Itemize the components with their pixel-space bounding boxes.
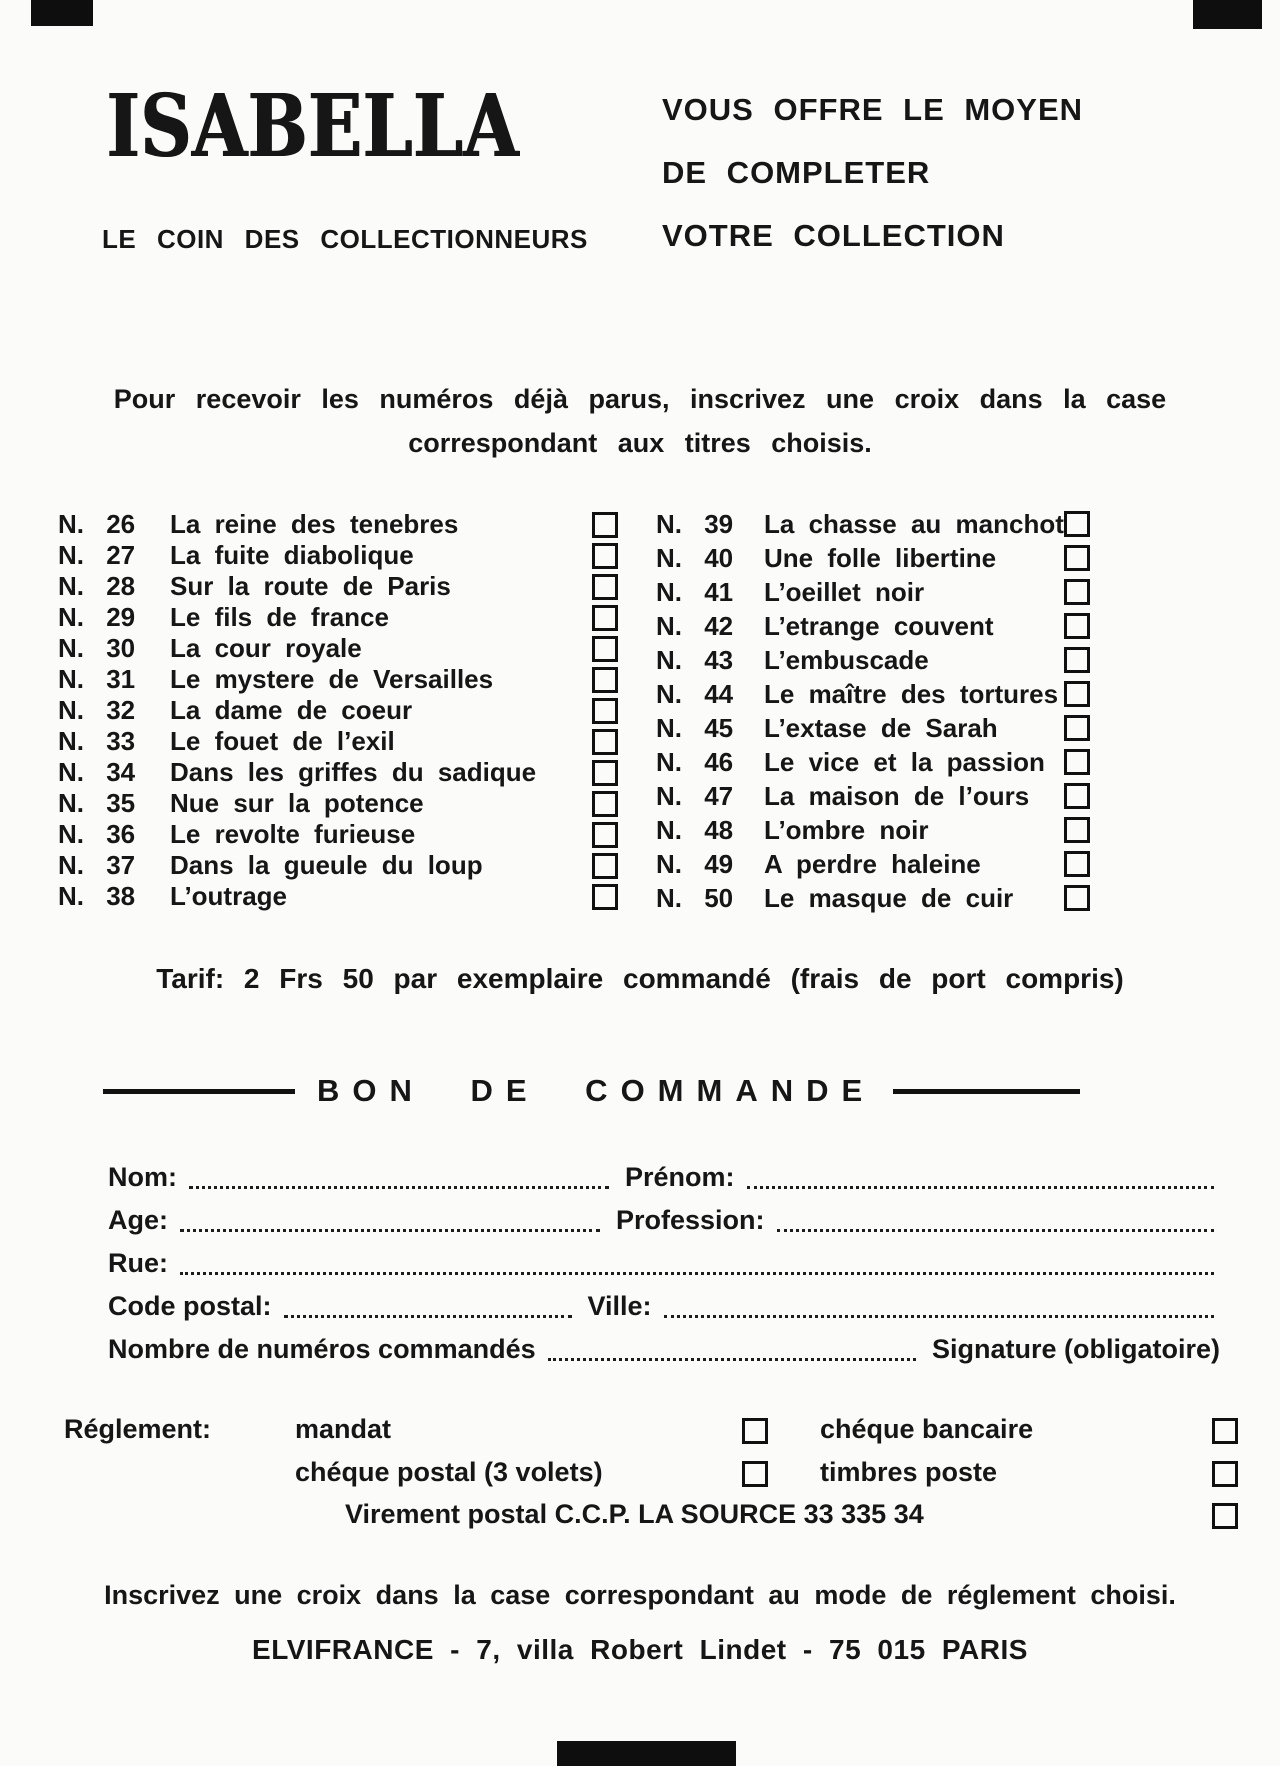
issue-number: N. 37 [58,850,136,880]
catalog-row [58,757,618,788]
collectors-corner-heading: LE COIN DES COLLECTIONNEURS [102,224,588,254]
issue-number: N. 32 [58,695,136,725]
price-line: Tarif: 2 Frs 50 par exemplaire commandé (frais de port compris) [156,963,1124,994]
issue-number: N. 33 [58,726,136,756]
catalog-row [58,509,618,540]
field-label-code-postal: Code postal: [108,1291,272,1321]
payment-option-timbres-poste: timbres poste [820,1457,998,1487]
issue-title: Le masque de cuir [764,882,1014,913]
catalog-row [656,541,1090,575]
issue-number: N. 29 [58,602,136,632]
instructions-line-1: Pour recevoir les numéros déjà parus, inscrivez une croix dans la case [113,384,1167,414]
field-label-age: Age: [108,1205,168,1235]
issue-number: N. 26 [58,509,136,539]
issue-number: N. 48 [656,814,734,845]
form-row-age [108,1203,1220,1236]
tagline-line-3: VOTRE COLLECTION [662,218,1005,253]
catalog-row [656,711,1090,745]
issue-title: L’ombre noir [764,814,929,845]
catalog-row [58,695,618,726]
issue-title: La reine des tenebres [170,509,459,539]
issue-checkbox[interactable] [592,574,618,600]
issue-title: L’outrage [170,881,288,911]
issue-title: La maison de l’ours [764,780,1030,811]
issue-checkbox[interactable] [1064,783,1090,809]
issue-checkbox[interactable] [592,729,618,755]
catalog-row [656,575,1090,609]
issue-title: La chasse au manchot [764,508,1064,539]
catalog-row [656,677,1090,711]
issue-checkbox[interactable] [592,822,618,848]
issue-title: L’oeillet noir [764,576,925,607]
issue-checkbox[interactable] [592,884,618,910]
issue-title: Nue sur la potence [170,788,424,818]
catalog-row [656,881,1090,915]
field-input-ville[interactable] [664,1307,1214,1318]
catalog-row [656,507,1090,541]
catalog-row [58,726,618,757]
checkbox-cheque-bancaire[interactable] [1212,1418,1238,1444]
issue-title: La cour royale [170,633,362,663]
field-input-profession[interactable] [777,1221,1214,1232]
divider-left [103,1089,295,1094]
issue-checkbox[interactable] [1064,545,1090,571]
scan-artifact-bottom [557,1741,736,1766]
catalog-row [58,788,618,819]
catalog-row [656,643,1090,677]
issue-checkbox[interactable] [592,667,618,693]
issue-title: Sur la route de Paris [170,571,451,601]
catalog-row [58,571,618,602]
form-row-quantity-signature [108,1332,1220,1365]
payment-option-mandat: mandat [295,1414,392,1444]
issue-checkbox[interactable] [592,698,618,724]
issue-number: N. 39 [656,508,734,539]
issue-number: N. 45 [656,712,734,743]
order-form-fields [108,1160,1220,1375]
issue-title: La fuite diabolique [170,540,414,570]
catalog-row [58,633,618,664]
payment-option-cheque-bancaire: chéque bancaire [820,1414,1034,1444]
issue-number: N. 40 [656,542,734,573]
issue-checkbox[interactable] [1064,851,1090,877]
field-input-nombre[interactable] [548,1350,916,1361]
issue-title: L’embuscade [764,644,929,675]
issue-checkbox[interactable] [592,791,618,817]
catalog-row [656,609,1090,643]
field-input-age[interactable] [180,1221,600,1232]
field-input-code-postal[interactable] [284,1307,572,1318]
tagline-line-2: DE COMPLETER [662,155,931,190]
issue-title: Dans les griffes du sadique [170,757,537,787]
payment-label: Réglement: [64,1414,212,1444]
issue-number: N. 44 [656,678,734,709]
issue-title: Le revolte furieuse [170,819,416,849]
payment-option-cheque-postal: chéque postal (3 volets) [295,1457,603,1487]
field-label-nombre: Nombre de numéros commandés [108,1334,536,1364]
checkbox-cheque-postal[interactable] [742,1461,768,1487]
form-row-city [108,1289,1220,1322]
payment-row-1 [0,1414,1280,1448]
issue-title: A perdre haleine [764,848,981,879]
issue-number: N. 43 [656,644,734,675]
issue-number: N. 31 [58,664,136,694]
issue-title: L’etrange couvent [764,610,994,641]
catalog-row [656,847,1090,881]
issue-number: N. 47 [656,780,734,811]
issue-number: N. 27 [58,540,136,570]
issue-checkbox[interactable] [1064,647,1090,673]
checkbox-virement[interactable] [1212,1503,1238,1529]
issue-title: Le mystere de Versailles [170,664,494,694]
issue-checkbox[interactable] [592,543,618,569]
issue-number: N. 46 [656,746,734,777]
catalog-row [58,819,618,850]
issue-number: N. 28 [58,571,136,601]
payment-row-2 [0,1457,1280,1491]
issue-number: N. 35 [58,788,136,818]
issue-title: Dans la gueule du loup [170,850,483,880]
catalog-column-right [656,507,1090,915]
order-form-header [103,1072,1080,1110]
order-form-title: BON DE COMMANDE [317,1073,876,1108]
catalog-row [58,540,618,571]
issue-title: Le fils de france [170,602,389,632]
issue-number: N. 50 [656,882,734,913]
issue-title: Une folle libertine [764,542,997,573]
payment-instruction: Inscrivez une croix dans la case correspondant au mode de réglement choisi. [104,1580,1176,1610]
issue-number: N. 42 [656,610,734,641]
field-label-ville: Ville: [587,1291,652,1321]
issue-number: N. 38 [58,881,136,911]
issue-number: N. 36 [58,819,136,849]
issue-checkbox[interactable] [1064,885,1090,911]
instructions-line-2: correspondant aux titres choisis. [408,428,872,458]
catalog-row [656,813,1090,847]
issue-number: N. 30 [58,633,136,663]
issue-checkbox[interactable] [592,512,618,538]
catalog-row [58,850,618,881]
field-label-signature: Signature (obligatoire) [931,1334,1220,1364]
field-input-nom[interactable] [189,1178,609,1189]
instructions-paragraph [0,377,1280,465]
issue-title: La dame de coeur [170,695,413,725]
issue-checkbox[interactable] [592,853,618,879]
field-input-rue[interactable] [180,1264,1214,1275]
catalog-row [656,779,1090,813]
scan-artifact-top-right [1193,0,1262,29]
issue-number: N. 34 [58,757,136,787]
issue-checkbox[interactable] [592,760,618,786]
divider-right [893,1089,1080,1094]
field-label-nom: Nom: [108,1162,177,1192]
tagline [662,92,1083,281]
catalog-column-left [58,509,618,912]
issue-checkbox[interactable] [592,636,618,662]
issue-number: N. 41 [656,576,734,607]
issue-checkbox[interactable] [1064,749,1090,775]
issue-checkbox[interactable] [1064,579,1090,605]
form-row-name [108,1160,1220,1193]
payment-option-virement: Virement postal C.C.P. LA SOURCE 33 335 34 [345,1499,924,1529]
form-row-street [108,1246,1220,1279]
issue-number: N. 49 [656,848,734,879]
payment-row-3 [0,1499,1280,1533]
checkbox-mandat[interactable] [742,1418,768,1444]
catalog-row [58,881,618,912]
issue-checkbox[interactable] [1064,715,1090,741]
publisher-address: ELVIFRANCE - 7, villa Robert Lindet - 75 015 PARIS [252,1634,1028,1665]
catalog-row [58,602,618,633]
checkbox-timbres-poste[interactable] [1212,1461,1238,1487]
issue-checkbox[interactable] [1064,511,1090,537]
issue-checkbox[interactable] [592,605,618,631]
scan-artifact-top-left [31,0,93,26]
field-input-prenom[interactable] [747,1178,1214,1189]
issue-title: Le fouet de l’exil [170,726,395,756]
issue-title: Le vice et la passion [764,746,1045,777]
catalog-row [58,664,618,695]
field-label-rue: Rue: [108,1248,168,1278]
issue-checkbox[interactable] [1064,681,1090,707]
issue-checkbox[interactable] [1064,613,1090,639]
isabella-logo: ISABELLA [106,76,519,177]
tagline-line-1: VOUS OFFRE LE MOYEN [662,92,1084,127]
issue-title: L’extase de Sarah [764,712,998,743]
catalog-row [656,745,1090,779]
issue-title: Le maître des tortures [764,678,1059,709]
issue-checkbox[interactable] [1064,817,1090,843]
field-label-profession: Profession: [616,1205,765,1235]
field-label-prenom: Prénom: [625,1162,735,1192]
